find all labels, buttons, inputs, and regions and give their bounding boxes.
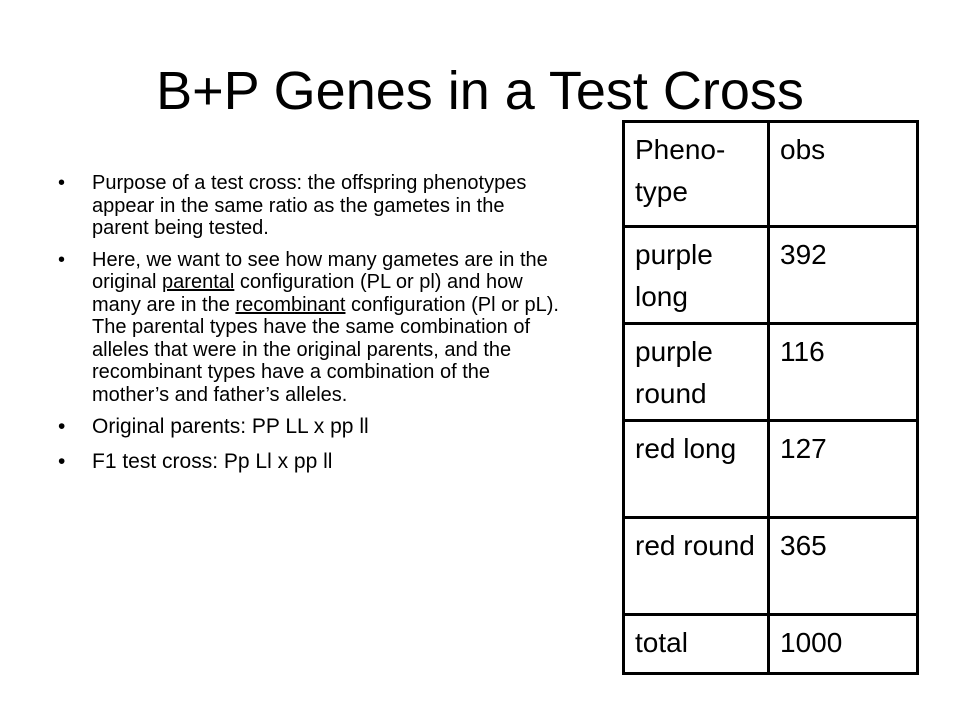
bullet-text-part: Here, we want to see how many gametes are in the original xyxy=(92,248,548,293)
slide-title: B+P Genes in a Test Cross xyxy=(156,61,804,121)
total-value-cell: 1000 xyxy=(769,615,918,674)
bullet-list xyxy=(58,172,566,485)
table-total-row xyxy=(624,615,918,674)
table-row xyxy=(624,324,918,421)
bullet-marker: • xyxy=(58,450,66,473)
bullet-text-part: configuration (PL or pl) and how many are in the xyxy=(92,271,523,316)
obs-cell: 392 xyxy=(769,227,918,324)
phenotype-cell: red long xyxy=(624,421,769,518)
obs-cell: 127 xyxy=(769,421,918,518)
bullet-marker: • xyxy=(58,248,66,271)
phenotype-cell: purple long xyxy=(624,227,769,324)
table-row xyxy=(624,518,918,615)
bullet-text: Original parents: PP LL x pp ll xyxy=(92,415,369,438)
obs-cell: 365 xyxy=(769,518,918,615)
underlined-term-parental: parental xyxy=(162,271,235,293)
bullet-marker: • xyxy=(58,172,66,194)
obs-cell: 116 xyxy=(769,324,918,421)
bullet-item xyxy=(58,415,566,439)
table-header-row xyxy=(624,122,918,227)
bullet-text: F1 test cross: Pp Ll x pp ll xyxy=(92,450,333,473)
bullet-marker: • xyxy=(58,415,66,438)
phenotype-cell: red round xyxy=(624,518,769,615)
underlined-term-recombinant: recombinant xyxy=(235,293,346,316)
bullet-item xyxy=(58,172,566,240)
header-cell-obs: obs xyxy=(769,122,918,227)
bullet-item xyxy=(58,450,566,474)
phenotype-cell: purple round xyxy=(624,324,769,421)
header-cell-phenotype: Pheno-type xyxy=(624,122,769,227)
bullet-item xyxy=(58,249,566,407)
bullet-text-part: configuration (Pl or pL). The parental types have the same combination of alleles that were in the original parents, and the recombinant types have a combination of the mother’s and father’s alleles. xyxy=(92,293,559,406)
table-row xyxy=(624,227,918,324)
bullet-text: Purpose of a test cross: the offspring phenotypes appear in the same ratio as the gametes in the parent being tested. xyxy=(92,172,527,239)
total-label-cell: total xyxy=(624,615,769,674)
phenotype-table xyxy=(622,120,919,675)
table-row xyxy=(624,421,918,518)
